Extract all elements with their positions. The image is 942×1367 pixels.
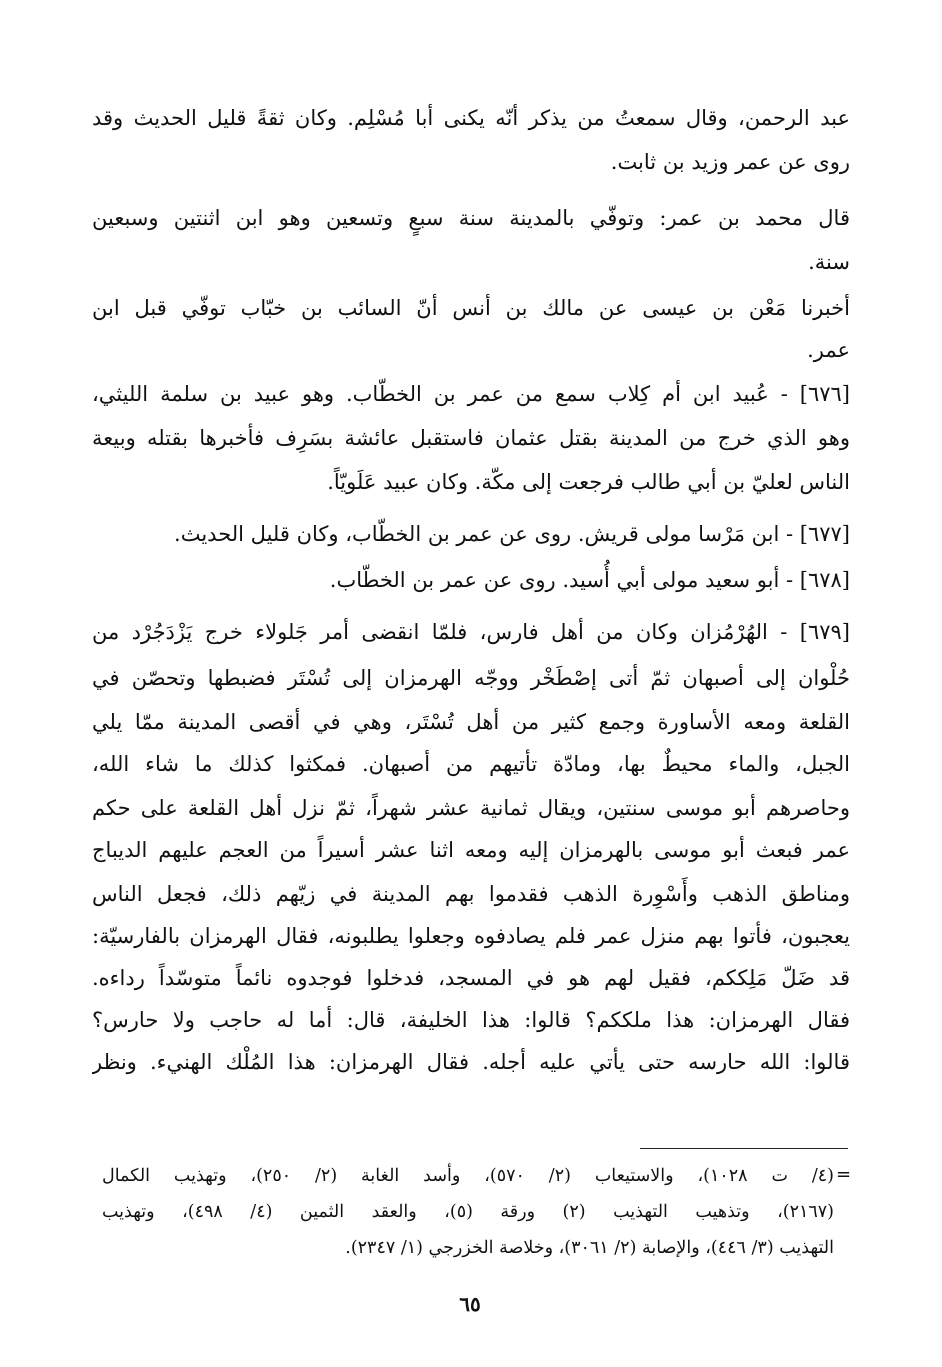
footnote-continuation-marker: = <box>836 1164 852 1185</box>
page-number: ٦٥ <box>459 1292 481 1316</box>
text-line: وحاصرهم أبو موسى سنتين، ويقال ثمانية عشر شهراً، ثمّ نزل أهل القلعة على حكم <box>92 796 850 820</box>
text-line: فقال الهرمزان: هذا ملككم؟ قالوا: هذا الخليفة، قال: أما له حاجب ولا حارس؟ <box>92 1008 850 1032</box>
footnote-line: التهذيب (٣/ ٤٤٦)، والإصابة (٢/ ٣٠٦١)، وخلاصة الخزرجي (١/ ٢٣٤٧). <box>345 1238 834 1258</box>
entry-677-line: [٦٧٧] - ابن مَرْسا مولى قريش. روى عن عمر بن الخطّاب، وكان قليل الحديث. <box>174 522 850 546</box>
text-line: أخبرنا مَعْن بن عيسى عن مالك بن أنس أنّ السائب بن خبّاب توفّي قبل ابن <box>92 296 850 320</box>
entry-676-line: [٦٧٦] - عُبيد ابن أم كِلاب سمع من عمر بن الخطّاب. وهو عبيد بن سلمة الليثي، <box>92 382 850 406</box>
footnote-line: (٤/ ت ١٠٢٨)، والاستيعاب (٢/ ٥٧٠)، وأسد الغابة (٢/ ٢٥٠)، وتهذيب الكمال <box>102 1166 834 1186</box>
text-line: عمر. <box>807 338 850 362</box>
text-line: سنة. <box>808 250 850 274</box>
text-line: الناس لعليّ بن أبي طالب فرجعت إلى مكّة. وكان عبيد عَلَويّاً. <box>327 470 850 494</box>
entry-678-line: [٦٧٨] - أبو سعيد مولى أبي أُسيد. روى عن عمر بن الخطّاب. <box>329 568 850 592</box>
text-line: قد ضَلّ مَلِككم، فقيل لهم هو في المسجد، فدخلوا فوجدوه نائماً متوسّداً رداءه. <box>92 966 850 990</box>
footnote-divider <box>640 1148 848 1149</box>
footnote-line: (٢١٦٧)، وتذهيب التهذيب (٢) ورقة (٥)، والعقد الثمين (٤/ ٤٩٨)، وتهذيب <box>102 1202 834 1222</box>
entry-679-line: [٦٧٩] - الهُرْمُزان وكان من أهل فارس، فلمّا انقضى أمر جَلولاء خرج يَزْدَجُرْد من <box>92 620 850 644</box>
text-line: ومناطق الذهب وأَسْوِرة الذهب فقدموا بهم المدينة في زيّهم ذلك، فجعل الناس <box>92 882 850 906</box>
text-line: حُلْوان إلى أصبهان ثمّ أتى إصْطَخْر ووجّه الهرمزان إلى تُسْتَر فضبطها وتحصّن في <box>92 666 850 690</box>
text-line: عمر فبعث أبو موسى بالهرمزان إليه ومعه اثنا عشر أسيراً من العجم عليهم الديباج <box>92 838 850 862</box>
text-line: وهو الذي خرج من المدينة بقتل عثمان فاستقبل عائشة بسَرِف فأخبرها بقتله وبيعة <box>92 426 850 450</box>
text-line: روى عن عمر وزيد بن ثابت. <box>610 150 850 174</box>
text-line: يعجبون، فأتوا بهم منزل عمر فلم يصادفوه وجعلوا يطلبونه، فقال الهرمزان بالفارسيّة: <box>92 924 850 948</box>
text-line: القلعة ومعه الأساورة وجمع كثير من أهل تُسْتَر، وهي في أقصى المدينة ممّا يلي <box>92 710 850 734</box>
text-line: قالوا: الله حارسه حتى يأتي عليه أجله. فقال الهرمزان: هذا المُلْك الهنيء. ونظر <box>92 1050 850 1074</box>
text-line: الجبل، والماء محيطٌ بها، ومادّة تأتيهم من أصبهان. فمكثوا كذلك ما شاء الله، <box>92 752 850 776</box>
text-line: قال محمد بن عمر: وتوفّي بالمدينة سنة سبعٍ وتسعين وهو ابن اثنتين وسبعين <box>92 206 850 230</box>
text-line: عبد الرحمن، وقال سمعتُ من يذكر أنّه يكنى أبا مُسْلِم. وكان ثقةً قليل الحديث وقد <box>92 106 850 130</box>
